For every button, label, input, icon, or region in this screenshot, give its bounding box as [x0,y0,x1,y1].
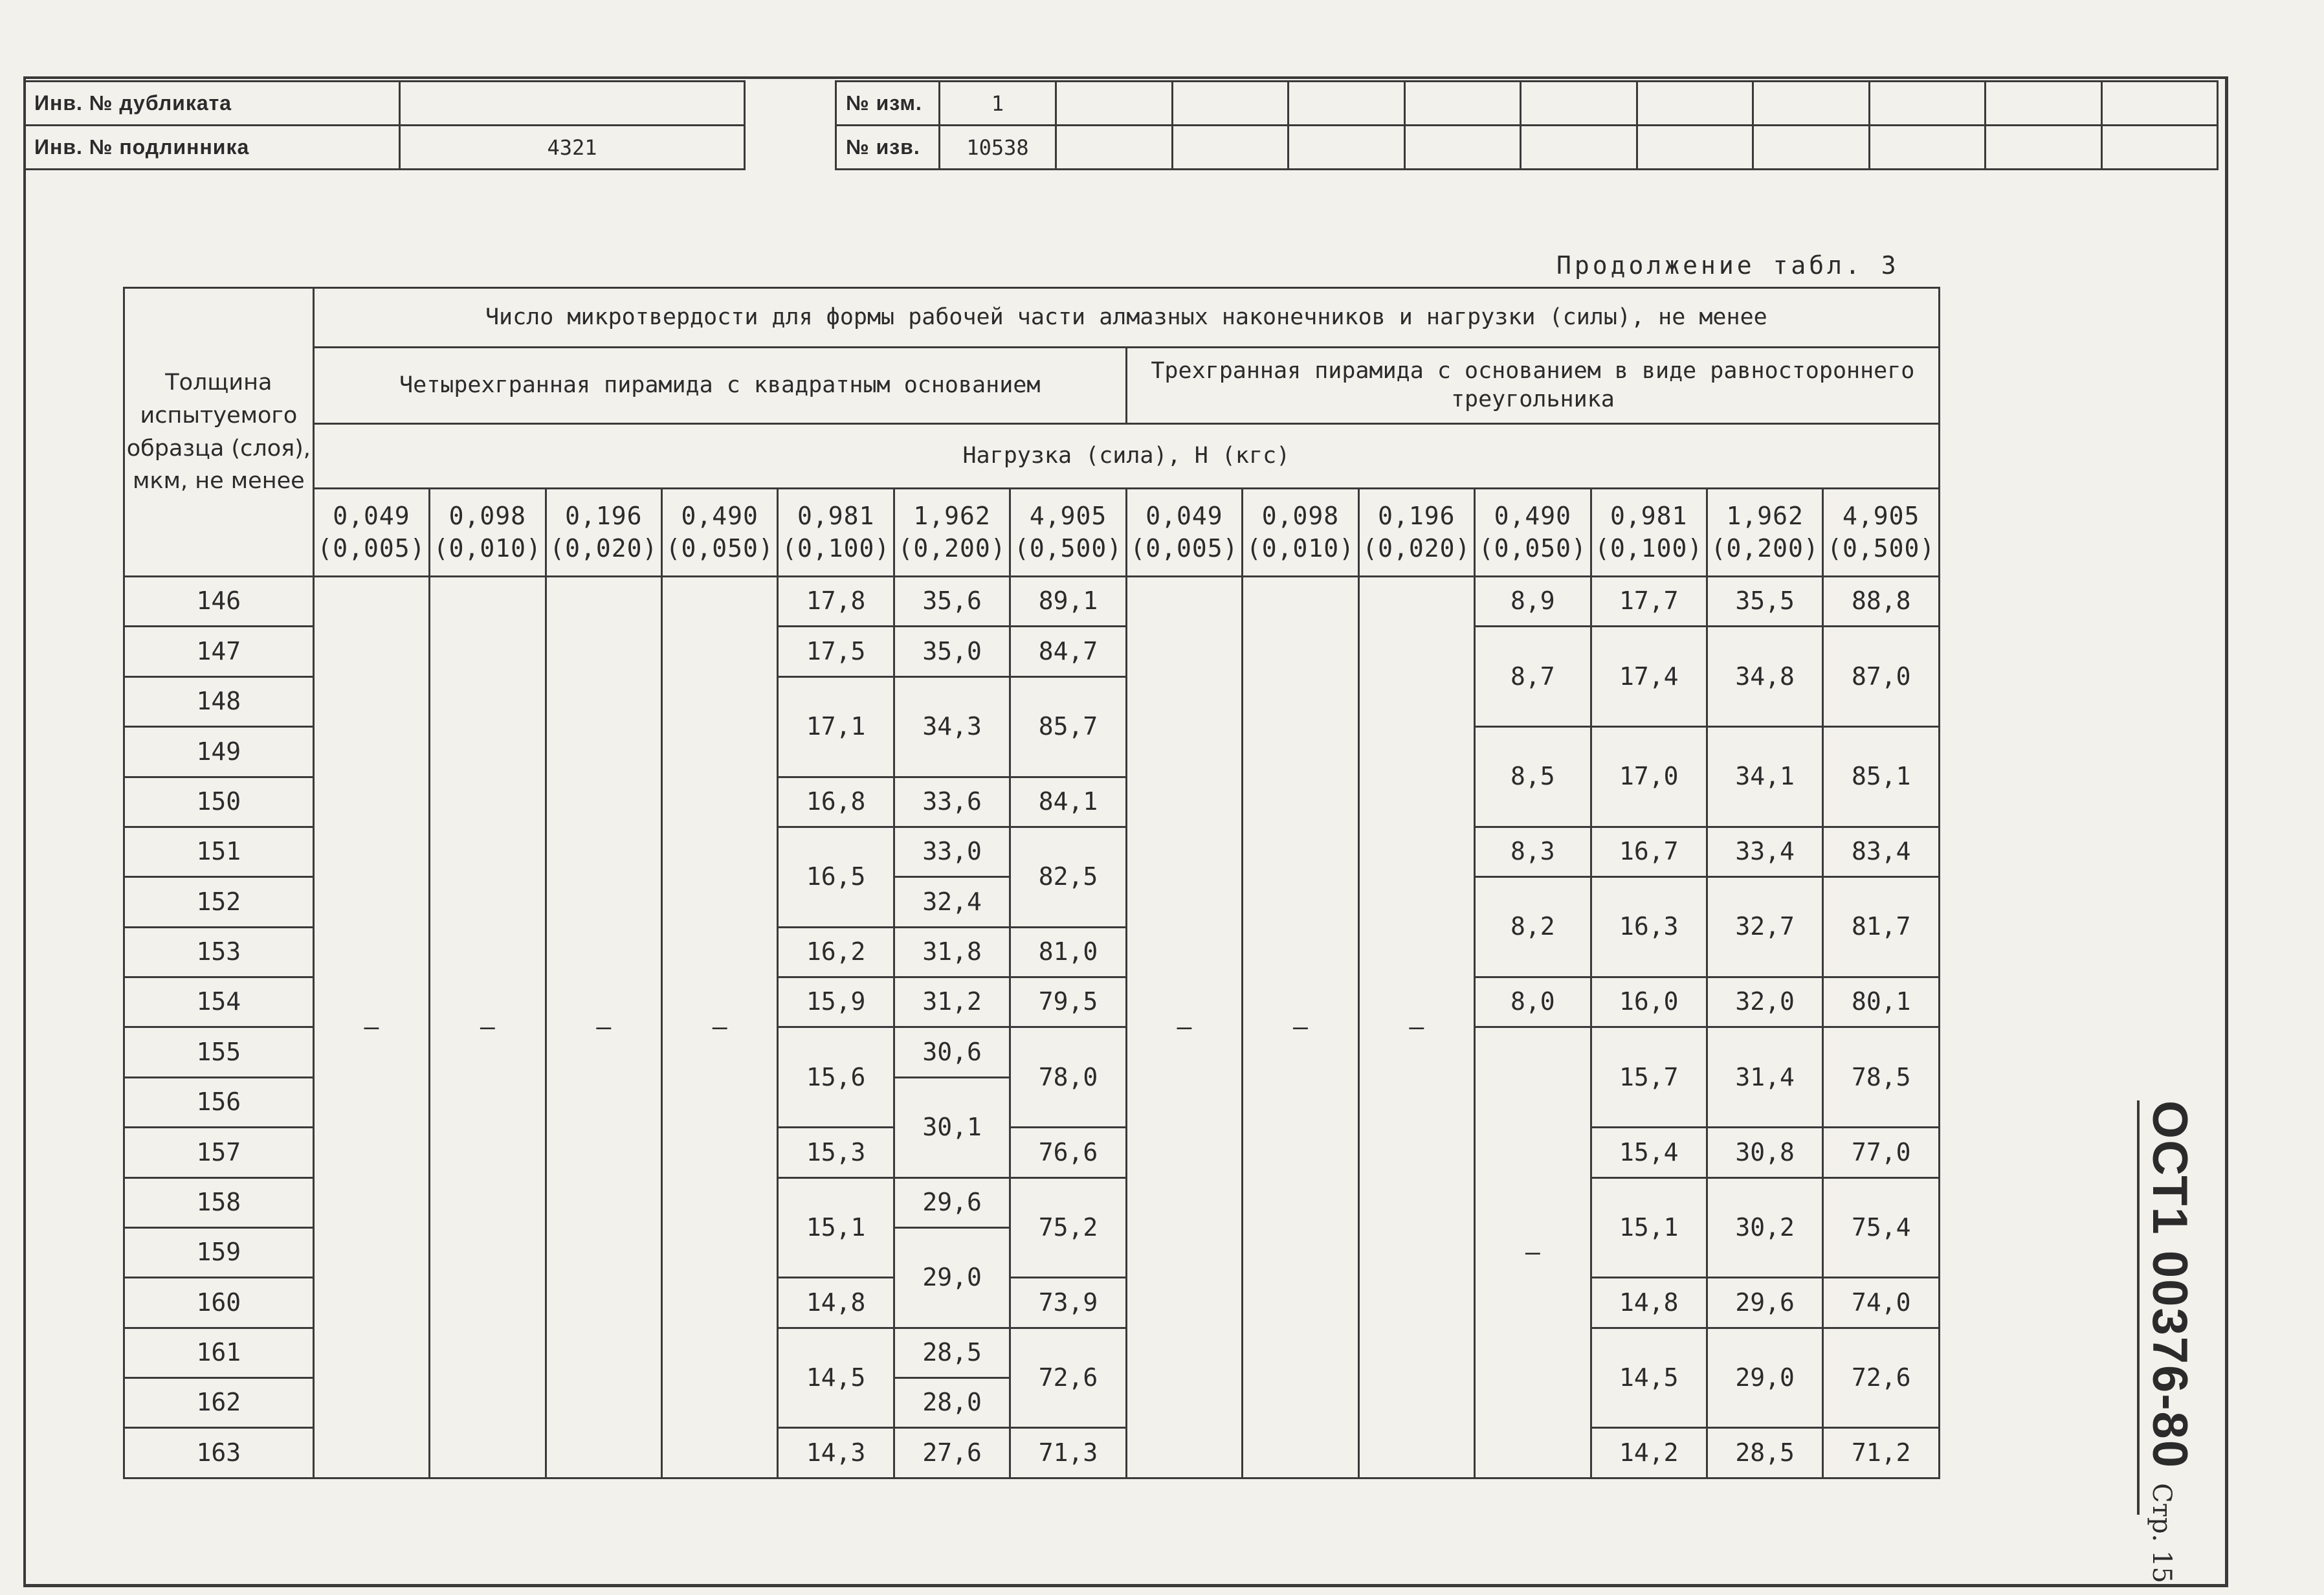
tri-1962-cell: 31,4 [1707,1027,1822,1128]
tri-4905-cell: 80,1 [1823,977,1940,1027]
stamp-empty-cell [1753,82,1870,126]
load-kgf: (0,200) [1710,533,1819,563]
load-header-cell [778,489,894,577]
load-header-cell [1475,489,1591,577]
sq-4905-cell: 73,9 [1010,1278,1126,1328]
thickness-cell: 157 [124,1128,314,1177]
tri-4905-cell: 81,7 [1823,877,1940,977]
thickness-cell: 162 [124,1378,314,1428]
tri-1962-cell: 34,1 [1707,727,1822,827]
thickness-cell: 155 [124,1027,314,1077]
load-newton: 0,981 [1610,502,1688,531]
thickness-cell: 148 [124,676,314,726]
sq-0049-dash: – [313,577,429,1478]
sq-4905-cell: 79,5 [1010,977,1126,1027]
load-header-cell [1707,489,1822,577]
sq-4905-cell: 89,1 [1010,577,1126,627]
sq-0981-cell: 17,8 [778,577,894,627]
load-kgf: (0,020) [549,533,658,563]
load-newton: 0,196 [565,502,643,531]
sq-4905-cell: 81,0 [1010,927,1126,977]
stamp-empty-cell [1869,82,1986,126]
sq-4905-cell: 78,0 [1010,1027,1126,1128]
load-newton: 0,490 [1494,502,1571,531]
sq-4905-cell: 84,7 [1010,627,1126,676]
load-header-cell [1126,489,1242,577]
tri-0490-cell: – [1475,1027,1591,1478]
tri-0981-cell: 16,0 [1591,977,1707,1027]
sq-4905-cell: 84,1 [1010,777,1126,827]
load-kgf: (0,500) [1827,533,1936,563]
sq-1962-cell: 27,6 [894,1428,1010,1478]
tri-1962-cell: 32,0 [1707,977,1822,1027]
stamp-empty-cell [1172,126,1289,170]
sq-1962-cell: 30,1 [894,1077,1010,1177]
thickness-cell: 159 [124,1227,314,1277]
notice-no-label: № изв. [836,126,940,170]
tri-0490-cell: 8,2 [1475,877,1591,977]
tri-1962-cell: 33,4 [1707,827,1822,876]
load-header-cell [546,489,661,577]
thickness-cell: 150 [124,777,314,827]
load-header-cell [1358,489,1474,577]
stamp-empty-cell [1289,82,1405,126]
sq-0981-cell: 17,5 [778,627,894,676]
load-newton: 0,196 [1378,502,1455,531]
sq-1962-cell: 33,6 [894,777,1010,827]
change-no-value: 1 [940,82,1056,126]
sq-1962-cell: 33,0 [894,827,1010,876]
sq-4905-cell: 76,6 [1010,1128,1126,1177]
sq-0981-cell: 15,6 [778,1027,894,1128]
main-header: Число микротвердости для формы рабочей части алмазных наконечников и нагрузки (силы), не менее [313,288,1939,348]
thickness-cell: 147 [124,627,314,676]
tri-1962-cell: 32,7 [1707,877,1822,977]
load-kgf: (0,005) [1130,533,1239,563]
thickness-cell: 156 [124,1077,314,1127]
tri-4905-cell: 85,1 [1823,727,1940,827]
sq-0981-cell: 15,9 [778,977,894,1027]
document-code: ОСТ1 00376-80 [2142,1100,2197,1469]
tri-0981-cell: 14,2 [1591,1428,1707,1478]
table-body [124,577,1940,1478]
load-kgf: (0,200) [898,533,1006,563]
tri-0490-cell: 8,5 [1475,727,1591,827]
stamp-empty-cell [1404,126,1521,170]
sq-1962-cell: 29,0 [894,1227,1010,1328]
thickness-cell: 158 [124,1177,314,1227]
load-newton: 0,490 [681,502,758,531]
tri-1962-cell: 28,5 [1707,1428,1822,1478]
sq-1962-cell: 28,5 [894,1328,1010,1378]
tri-1962-cell: 35,5 [1707,577,1822,627]
tri-4905-cell: 74,0 [1823,1278,1940,1328]
thickness-cell: 154 [124,977,314,1027]
inv-duplicate-value [400,82,745,126]
load-kgf: (0,050) [665,533,774,563]
thickness-cell: 149 [124,727,314,777]
table-continuation-caption: Продолжение табл. 3 [1556,251,1899,280]
sq-0981-cell: 15,1 [778,1177,894,1278]
load-kgf: (0,050) [1478,533,1587,563]
tri-0981-cell: 14,5 [1591,1328,1707,1428]
tri-1962-cell: 29,6 [1707,1278,1822,1328]
stamp-empty-cell [1637,82,1753,126]
load-newton: 0,049 [333,502,410,531]
stamp-empty-cell [1289,126,1405,170]
tri-4905-cell: 88,8 [1823,577,1940,627]
tri-0981-cell: 14,8 [1591,1278,1707,1328]
tri-0490-cell: 8,0 [1475,977,1591,1027]
sq-4905-cell: 72,6 [1010,1328,1126,1428]
load-newton: 4,905 [1843,502,1920,531]
load-header-cell [1591,489,1707,577]
load-values-row [124,489,1940,577]
tri-0490-cell: 8,7 [1475,627,1591,727]
load-newton: 1,962 [913,502,991,531]
load-kgf: (0,005) [317,533,426,563]
tri-0981-cell: 15,7 [1591,1027,1707,1128]
tri-1962-cell: 30,8 [1707,1128,1822,1177]
thickness-cell: 146 [124,577,314,627]
sq-1962-cell: 32,4 [894,877,1010,927]
sq-1962-cell: 35,0 [894,627,1010,676]
load-header: Нагрузка (сила), Н (кгс) [313,424,1939,489]
thickness-cell: 161 [124,1328,314,1378]
stamp-empty-cell [1637,126,1753,170]
load-header-cell [894,489,1010,577]
sq-1962-cell: 34,3 [894,676,1010,777]
tri-0049-dash: – [1126,577,1242,1478]
load-header-cell [313,489,429,577]
square-pyramid-header: Четырехгранная пирамида с квадратным основанием [313,348,1126,424]
load-header-cell [1243,489,1358,577]
thickness-cell: 152 [124,877,314,927]
load-kgf: (0,100) [782,533,891,563]
sq-1962-cell: 29,6 [894,1177,1010,1227]
tri-4905-cell: 71,2 [1823,1428,1940,1478]
stamp-empty-cell [2101,126,2218,170]
load-header-cell [662,489,778,577]
stamp-empty-cell [1869,126,1986,170]
sq-0490-dash: – [662,577,778,1478]
load-kgf: (0,010) [1246,533,1355,563]
tri-0981-cell: 16,7 [1591,827,1707,876]
table-row [124,577,1940,627]
triangle-pyramid-header: Трехгранная пирамида с основанием в виде равностороннего треугольника [1126,348,1939,424]
load-kgf: (0,010) [433,533,542,563]
load-kgf: (0,100) [1595,533,1703,563]
tri-1962-cell: 30,2 [1707,1177,1822,1278]
tri-4905-cell: 77,0 [1823,1128,1940,1177]
sq-1962-cell: 30,6 [894,1027,1010,1077]
notice-no-value: 10538 [940,126,1056,170]
load-newton: 0,098 [448,502,527,531]
inv-duplicate-label: Инв. № дубликата [25,82,400,126]
inventory-stamp [23,80,746,170]
sq-0098-dash: – [430,577,546,1478]
stamp-empty-cell [1986,82,2102,126]
tri-1962-cell: 34,8 [1707,627,1822,727]
tri-4905-cell: 83,4 [1823,827,1940,876]
load-header-cell [430,489,546,577]
tri-0981-cell: 15,1 [1591,1177,1707,1278]
stamp-empty-cell [2101,82,2218,126]
load-newton: 0,049 [1145,502,1223,531]
stamp-empty-cell [1986,126,2102,170]
thickness-column-header: Толщина испытуемого образца (слоя), мкм, не менее [124,288,314,577]
sq-1962-cell: 35,6 [894,577,1010,627]
sq-1962-cell: 31,2 [894,977,1010,1027]
stamp-empty-cell [1056,82,1173,126]
sq-0981-cell: 15,3 [778,1128,894,1177]
sq-0981-cell: 16,2 [778,927,894,977]
tri-0490-cell: 8,3 [1475,827,1591,876]
stamp-empty-cell [1404,82,1521,126]
sq-0981-cell: 14,8 [778,1278,894,1328]
sq-0196-dash: – [546,577,661,1478]
sq-0981-cell: 14,3 [778,1428,894,1478]
load-newton: 1,962 [1726,502,1804,531]
load-header-cell [1823,489,1940,577]
load-newton: 0,098 [1261,502,1340,531]
tri-0981-cell: 17,4 [1591,627,1707,727]
load-kgf: (0,500) [1013,533,1123,563]
stamp-empty-cell [1521,82,1637,126]
load-kgf: (0,020) [1362,533,1471,563]
sq-4905-cell: 75,2 [1010,1177,1126,1278]
sq-0981-cell: 17,1 [778,676,894,777]
load-header-cell [1010,489,1126,577]
tri-0981-cell: 17,0 [1591,727,1707,827]
tri-0981-cell: 16,3 [1591,877,1707,977]
stamp-empty-cell [1056,126,1173,170]
thickness-cell: 163 [124,1428,314,1478]
sq-0981-cell: 16,8 [778,777,894,827]
tri-0196-dash: – [1358,577,1474,1478]
inv-original-label: Инв. № подлинника [25,126,400,170]
sq-1962-cell: 31,8 [894,927,1010,977]
sq-1962-cell: 28,0 [894,1378,1010,1428]
stamp-empty-cell [1172,82,1289,126]
tri-4905-cell: 75,4 [1823,1177,1940,1278]
stamp-empty-cell [1521,126,1637,170]
load-newton: 0,981 [797,502,875,531]
sq-4905-cell: 71,3 [1010,1428,1126,1478]
stamp-empty-cell [1753,126,1870,170]
change-no-label: № изм. [836,82,940,126]
side-designation [2136,1100,2200,1583]
sq-4905-cell: 82,5 [1010,827,1126,927]
thickness-cell: 151 [124,827,314,876]
tri-1962-cell: 29,0 [1707,1328,1822,1428]
sq-0981-cell: 14,5 [778,1328,894,1428]
tri-0490-cell: 8,9 [1475,577,1591,627]
change-stamp [835,80,2219,170]
tri-4905-cell: 87,0 [1823,627,1940,727]
load-newton: 4,905 [1029,502,1107,531]
microhardness-table [123,287,1940,1479]
tri-0981-cell: 15,4 [1591,1128,1707,1177]
tri-4905-cell: 78,5 [1823,1027,1940,1128]
page-number: Стр. 15 [2147,1483,2176,1583]
tri-4905-cell: 72,6 [1823,1328,1940,1428]
sq-4905-cell: 85,7 [1010,676,1126,777]
thickness-cell: 153 [124,927,314,977]
thickness-cell: 160 [124,1278,314,1328]
sq-0981-cell: 16,5 [778,827,894,927]
tri-0981-cell: 17,7 [1591,577,1707,627]
tri-0098-dash: – [1243,577,1358,1478]
inv-original-value: 4321 [400,126,745,170]
